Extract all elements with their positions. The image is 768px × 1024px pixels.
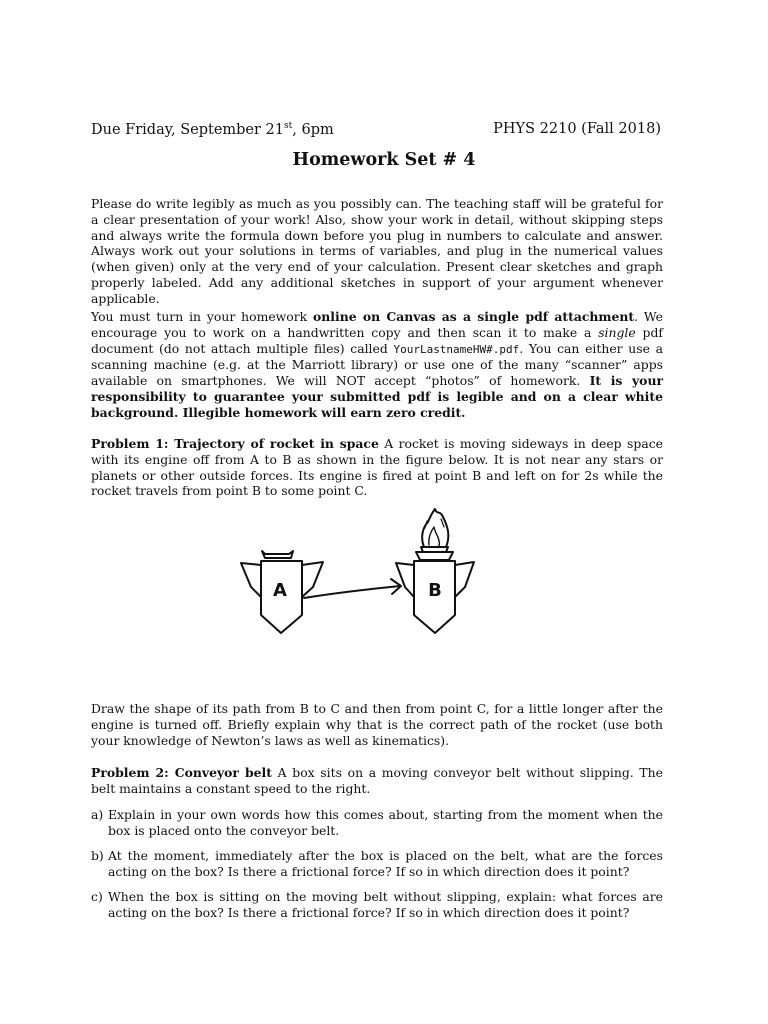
due-date: Due Friday, September 21st, 6pm [91, 121, 334, 138]
submission-paragraph: You must turn in your homework online on Canvas as a single pdf attachment. We encourage you to work on a handwritten copy and then scan it to make a single pdf document (do not attach multiple files) called YourLastnameHW#.pdf. You can either use a scanning machine (e.g. at the Marriott library) or use one of the many “scanner” apps available on smartphones. We will NOT accept “photos” of homework. It is your responsibility to guarantee your submitted pdf is legible and on a clear white background. Illegible homework will earn zero credit. [91, 309, 664, 420]
rocket-b-label: B [428, 580, 442, 601]
rocket-a-label: A [273, 580, 287, 601]
list-item: a) Explain in your own words how this comes about, starting from the moment when the box is placed onto the conveyor belt. [91, 807, 663, 838]
problem-1-heading: Problem 1: Trajectory of rocket in space [91, 436, 379, 451]
course-label: PHYS 2210 (Fall 2018) [493, 121, 661, 137]
list-item: b) At the moment, immediately after the box is placed on the belt, what are the forces acting on the box? Is there a frictional force? If so in which direction does it point? [91, 848, 663, 879]
intro-paragraph: Please do write legibly as much as you possibly can. The teaching staff will be grateful for a clear presentation of your work! Also, show your work in detail, without skipping steps and always write the formula down before you plug in numbers to calculate and answer. Always work out your solutions in terms of variables, and plug in the numerical values (when given) only at the very end of your calculation. Present clear sketches and graph properly labeled. Add any additional sketches in support of your argument whenever applicable. [91, 196, 663, 306]
problem-2: Problem 2: Conveyor belt A box sits on a moving conveyor belt without slipping. The belt maintains a constant speed to the right. [91, 765, 663, 796]
list-item: c) When the box is sitting on the moving belt without slipping, explain: what forces are acting on the box? Is there a frictional force? If so in which direction does it point? [91, 889, 663, 920]
page-title: Homework Set # 4 [292, 150, 476, 170]
problem-1-followup: Draw the shape of its path from B to C and then from point C, for a little longer after the engine is turned off. Briefly explain why that is the correct path of the rocket (use both your knowledge of Newton’s laws as well as kinematics). [91, 701, 663, 748]
rocket-figure [225, 505, 495, 655]
engine-flame-icon [422, 509, 448, 547]
problem-1: Problem 1: Trajectory of rocket in space A rocket is moving sideways in deep space with its engine off from A to B as shown in the figure below. It is not near any stars or planets or other outside forces. Its engine is fired at point B and left on for 2s while the rocket travels from point B to some point C. [91, 436, 663, 499]
arrow-a-to-b [304, 586, 400, 598]
problem-2-heading: Problem 2: Conveyor belt [91, 765, 272, 780]
